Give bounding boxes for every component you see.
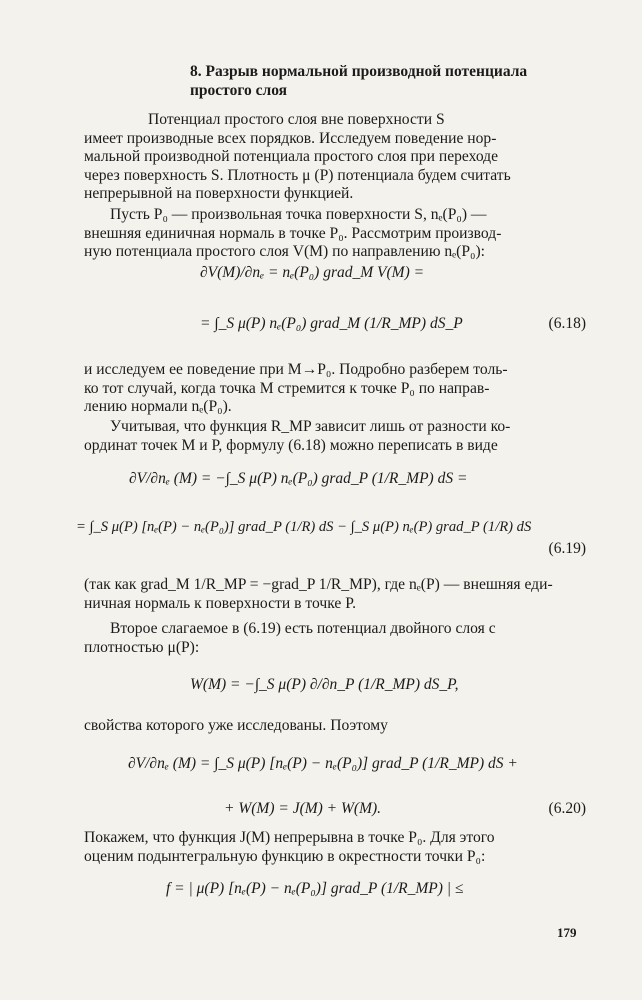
- paragraph-3: [84, 361, 582, 417]
- text-line: Учитывая, что функция R_MP зависит лишь от разности ко-: [110, 418, 511, 435]
- text-line: оценим подынтегральную функцию в окрестности точки P₀:: [84, 847, 486, 865]
- text-line: внешняя единичная нормаль в точке P₀. Рассмотрим производ-: [84, 224, 502, 242]
- equation-number-6-18: (6.18): [548, 315, 586, 332]
- paragraph-6: [84, 620, 582, 657]
- heading-line-1: 8. Разрыв нормальной производной потенциала: [190, 63, 528, 80]
- text-line: Второе слагаемое в (6.19) есть потенциал двойного слоя с: [110, 620, 496, 637]
- equation-6-20-line-1: ∂V/∂nₑ (M) = ∫_S μ(P) [nₑ(P) − nₑ(P₀)] grad_P (1/R_MP) dS +: [128, 755, 518, 772]
- text-line: непрерывной на поверхности функцией.: [84, 185, 354, 203]
- text-line: ничная нормаль к поверхности в точке P.: [84, 594, 357, 612]
- equation-double-layer: W(M) = −∫_S μ(P) ∂/∂n_P (1/R_MP) dS_P,: [190, 676, 459, 693]
- paragraph-1: [84, 111, 582, 204]
- equation-number-6-20: (6.20): [548, 800, 586, 817]
- text-line: Покажем, что функция J(M) непрерывна в точке P₀. Для этого: [84, 829, 495, 846]
- equation-6-19-line-2: = ∫_S μ(P) [nₑ(P) − nₑ(P₀)] grad_P (1/R) dS − ∫_S μ(P) nₑ(P) grad_P (1/R) dS: [76, 519, 532, 535]
- equation-6-19-line-1: ∂V/∂nₑ (M) = −∫_S μ(P) nₑ(P₀) grad_P (1/R_MP) dS =: [129, 470, 468, 487]
- text-line: имеет производные всех порядков. Исследуем поведение нор-: [84, 129, 497, 147]
- text-line: ко тот случай, когда точка M стремится к точке P₀ по направ-: [84, 379, 490, 397]
- text-line: лению нормали nₑ(P₀).: [84, 398, 232, 416]
- text-line: ную потенциала простого слоя V(M) по направлению nₑ(P₀):: [84, 243, 485, 261]
- text-line: плотностью μ(P):: [84, 638, 200, 656]
- paragraph-8: [84, 829, 582, 866]
- text-line: (так как grad_M 1/R_MP = −grad_P 1/R_MP), где nₑ(P) — внешняя еди-: [84, 576, 553, 593]
- book-page: [76, 0, 586, 1000]
- paragraph-2: [84, 206, 582, 262]
- text-line: через поверхность S. Плотность μ (P) потенциала будем считать: [84, 166, 511, 184]
- section-heading: [190, 62, 580, 100]
- paragraph-4: [84, 418, 582, 455]
- text-line: ординат точек M и P, формулу (6.18) можно переписать в виде: [84, 436, 498, 454]
- equation-6-20-line-2: + W(M) = J(M) + W(M).: [224, 800, 382, 817]
- equation-integrand-estimate: f = | μ(P) [nₑ(P) − nₑ(P₀)] grad_P (1/R_MP) | ≤: [166, 880, 464, 897]
- text-line: мальной производной потенциала простого слоя при переходе: [84, 148, 499, 166]
- paragraph-7: [84, 717, 582, 736]
- text-line: свойства которого уже исследованы. Поэтому: [84, 717, 388, 734]
- paragraph-5: [84, 576, 582, 613]
- equation-6-18-line-1: ∂V(M)/∂nₑ = nₑ(P₀) grad_M V(M) =: [200, 264, 425, 281]
- text-line: и исследуем ее поведение при M→P₀. Подробно разберем толь-: [84, 361, 508, 378]
- equation-number-6-19: (6.19): [548, 540, 586, 557]
- page-number: 179: [557, 925, 577, 940]
- text-line: Пусть P₀ — произвольная точка поверхности S, nₑ(P₀) —: [110, 206, 487, 223]
- heading-line-2: простого слоя: [190, 82, 288, 99]
- equation-6-18-line-2: = ∫_S μ(P) nₑ(P₀) grad_M (1/R_MP) dS_P: [200, 315, 463, 332]
- text-line: Потенциал простого слоя вне поверхности S: [148, 111, 445, 128]
